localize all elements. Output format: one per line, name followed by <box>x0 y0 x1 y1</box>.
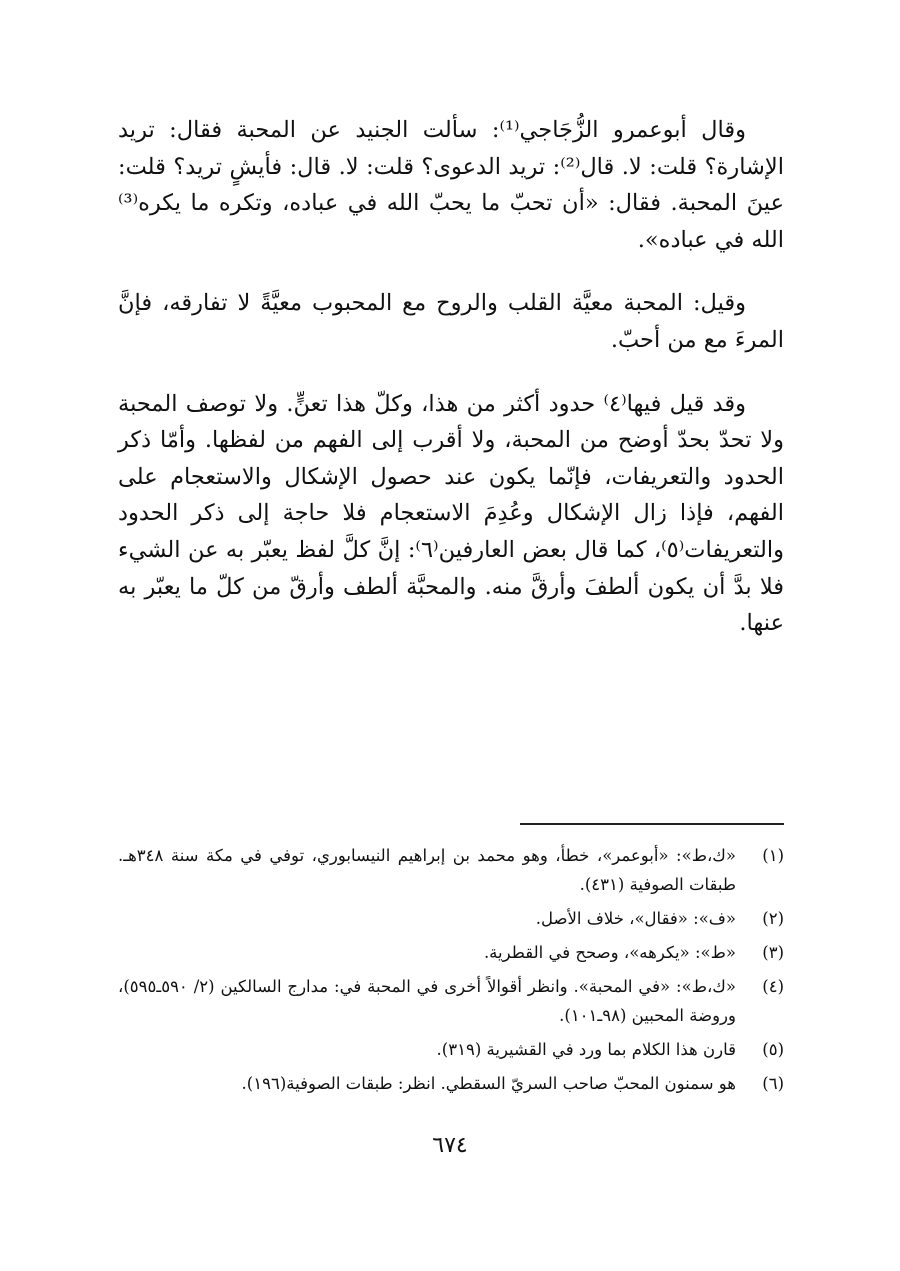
footnotes <box>118 841 784 1103</box>
footnote-number: (٤) <box>762 977 784 996</box>
footnote <box>118 972 784 1030</box>
footnote-text: «ط»: «يكرهه»، وصحح في القطرية. <box>483 943 736 962</box>
footnote <box>118 1069 784 1098</box>
footnote-number: (١) <box>762 846 784 865</box>
footnote-number: (٦) <box>762 1074 784 1093</box>
footnote <box>118 1035 784 1064</box>
footnote-number: (٢) <box>762 909 784 928</box>
footnote-divider <box>520 823 784 825</box>
footnote-text: «ك،ط»: «في المحبة». وانظر أقوالاً أخرى في المحبة في: مدارج السالكين (٢/ ٥٩٠ـ٥٩٥)، وروضة المحبين (٩٨ـ١٠١). <box>118 977 736 1025</box>
footnote-text: «ف»: «فقال»، خلاف الأصل. <box>535 909 736 928</box>
footnote <box>118 904 784 933</box>
footnote-number: (٣) <box>762 943 784 962</box>
paragraph-3: وقد قيل فيها⁽٤⁾ حدود أكثر من هذا، وكلّ هذا تعنٍّ. ولا توصف المحبة ولا تحدّ بحدّ أوضح من المحبة، ولا أقرب إلى الفهم من لفظها. وأمّا ذكر الحدود والتعريفات، فإنّما يكون عند حصول الإشكال والاستعجام على الفهم، فإذا زال الإشكال وعُدِمَ الاستعجام فلا حاجة إلى ذكر الحدود والتعريفات⁽٥⁾، كما قال بعض العارفين⁽٦⁾: إنَّ كلَّ لفظ يعبّر به عن الشيء فلا بدَّ أن يكون ألطفَ وأرقَّ منه. والمحبَّة ألطف وأرقّ من كلّ ما يعبّر به عنها. <box>118 390 784 637</box>
footnote-text: قارن هذا الكلام بما ورد في القشيرية (٣١٩). <box>436 1040 736 1059</box>
page-number: ٦٧٤ <box>432 1133 468 1158</box>
footnote-number: (٥) <box>762 1040 784 1059</box>
footnote <box>118 938 784 967</box>
footnote-text: هو سمنون المحبّ صاحب السريّ السقطي. انظر: طبقات الصوفية(١٩٦). <box>241 1074 736 1093</box>
footnote-text: «ك،ط»: «أبوعمر»، خطأ، وهو محمد بن إبراهيم النيسابوري، توفي في مكة سنة ٣٤٨هـ. طبقات الصوفية (٤٣١). <box>118 846 736 894</box>
paragraph-1: وقال أبوعمرو الزُّجَاجي⁽¹⁾: سألت الجنيد عن المحبة فقال: تريد الإشارة؟ قلت: لا. قال⁽²⁾: تريد الدعوى؟ قلت: لا. قال: فأيشٍ تريد؟ قلت: عينَ المحبة. فقال: «أن تحبّ ما يحبّ الله في عباده، وتكره ما يكره⁽³⁾ الله في عباده». <box>118 117 784 253</box>
paragraph-2: وقيل: المحبة معيَّة القلب والروح مع المحبوب معيَّةً لا تفارقه، فإنَّ المرءَ مع من أحبّ. <box>118 290 784 353</box>
main-text <box>118 112 784 669</box>
footnote <box>118 841 784 899</box>
